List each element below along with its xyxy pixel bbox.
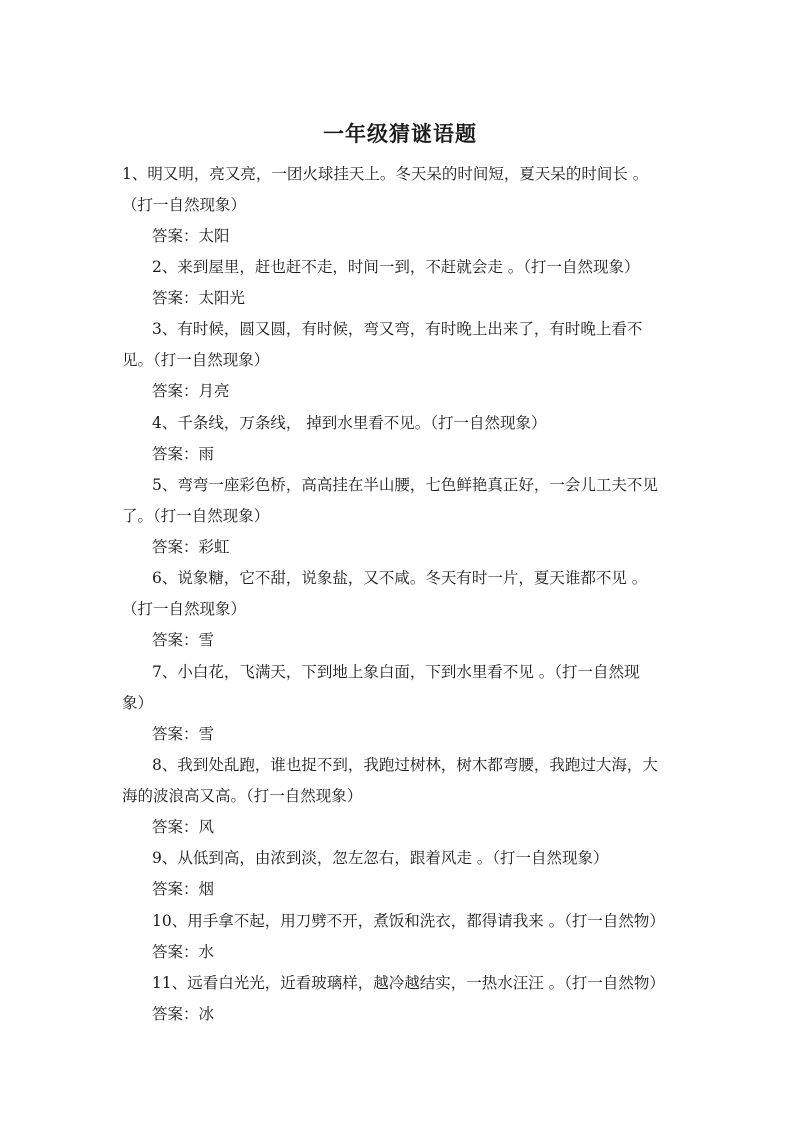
riddle-2-answer: 答案：太阳光 — [152, 289, 246, 307]
riddle-6-text: 6、说象糖，它不甜，说象盐，又不咸。冬天有时一片，夏天谁都不见 。 — [152, 569, 648, 587]
riddle-3-hint: 见。（打一自然现象） — [122, 351, 270, 369]
riddle-6-hint: （打一自然现象） — [122, 600, 247, 618]
riddle-9-answer: 答案：烟 — [152, 880, 215, 898]
riddle-7-hint: 象） — [122, 694, 154, 712]
riddle-10-text: 10、用手拿不起，用刀劈不开，煮饭和洗衣，都得请我来 。（打一自然物） — [152, 912, 665, 930]
riddle-8-answer: 答案：风 — [152, 818, 215, 836]
page-title: 一年级猜谜语题 — [323, 122, 477, 146]
riddle-8-hint: 海的波浪高又高。（打一自然现象） — [122, 787, 363, 805]
riddle-11-text: 11、远看白光光，近看玻璃样，越冷越结实，一热水汪汪 。（打一自然物） — [152, 974, 665, 992]
riddle-3-answer: 答案：月亮 — [152, 382, 230, 400]
riddle-4-text: 4、千条线，万条线， 掉到水里看不见。（打一自然现象） — [152, 414, 547, 432]
riddle-4-answer: 答案：雨 — [152, 445, 215, 463]
riddle-3-text: 3、有时候，圆又圆，有时候，弯又弯，有时晚上出来了，有时晚上看不 — [152, 320, 643, 338]
riddle-5-answer: 答案：彩虹 — [152, 538, 230, 556]
riddle-5-text: 5、弯弯一座彩色桥，高高挂在半山腰，七色鲜艳真正好，一会儿工夫不见 — [152, 476, 658, 494]
riddle-10-answer: 答案：水 — [152, 943, 215, 961]
riddle-2-text: 2、来到屋里，赶也赶不走，时间一到，不赶就会走 。（打一自然现象） — [152, 258, 640, 276]
riddle-9-text: 9、从低到高，由浓到淡，忽左忽右，跟着风走 。（打一自然现象） — [152, 849, 609, 867]
riddle-1-answer: 答案：太阳 — [152, 227, 230, 245]
riddle-11-answer: 答案：冰 — [152, 1005, 215, 1023]
riddle-7-text: 7、小白花，飞满天，下到地上象白面，下到水里看不见 。（打一自然现 — [152, 663, 640, 681]
riddle-8-text: 8、我到处乱跑，谁也捉不到，我跑过树林，树木都弯腰，我跑过大海，大 — [152, 756, 658, 774]
riddle-5-hint: 了。（打一自然现象） — [122, 507, 270, 525]
riddle-1-text: 1、明又明，亮又亮，一团火球挂天上。冬天呆的时间短，夏天呆的时间长 。 — [122, 165, 649, 183]
riddle-1-hint: （打一自然现象） — [122, 196, 247, 214]
riddle-6-answer: 答案：雪 — [152, 631, 215, 649]
riddle-7-answer: 答案：雪 — [152, 725, 215, 743]
